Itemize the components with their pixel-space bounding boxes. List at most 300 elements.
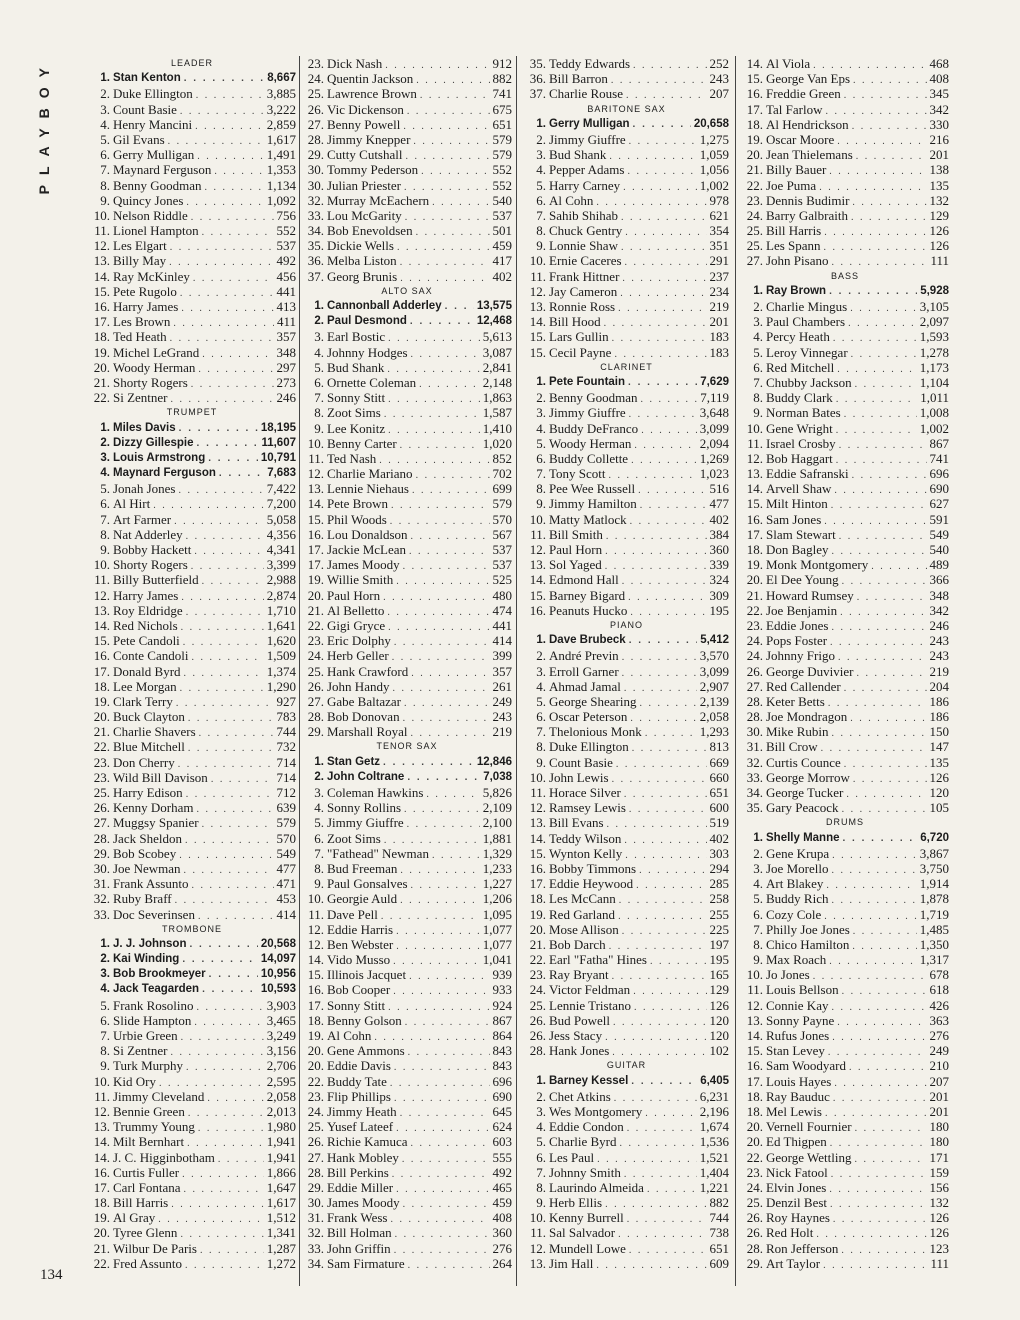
- entry-rank: 5.: [536, 693, 546, 709]
- poll-entry: [88, 102, 296, 117]
- entry-rank: 5.: [100, 131, 110, 147]
- entry-rank: 26.: [746, 1225, 763, 1241]
- entry-name: Ray Bauduc: [766, 1088, 830, 1104]
- entry-votes: 1,008: [919, 405, 949, 421]
- poll-entry: [741, 238, 949, 253]
- entry-name: Denzil Best: [766, 1195, 828, 1211]
- entry-votes: 712: [276, 785, 296, 800]
- entry-votes: 567: [492, 526, 512, 542]
- entry-name: Tony Scott: [549, 466, 606, 482]
- poll-entry: [88, 739, 296, 754]
- dot-leader: [400, 438, 480, 453]
- entry-votes: 197: [709, 936, 729, 952]
- entry-votes: 7,629: [700, 375, 729, 388]
- poll-entry: [302, 1043, 512, 1058]
- entry-rank: 25.: [746, 238, 763, 254]
- entry-rank: 22.: [529, 952, 546, 968]
- entry-votes: 690: [929, 481, 949, 497]
- entry-name: Buddy Collette: [549, 450, 629, 466]
- entry-name: Sonny Payne: [766, 1012, 835, 1028]
- entry-name: Count Basie: [113, 101, 177, 117]
- results-column-1: [88, 56, 296, 1271]
- entry-votes: 2,859: [266, 116, 296, 132]
- entry-rank: 10.: [307, 435, 324, 451]
- poll-entry: [524, 451, 729, 466]
- entry-votes: 330: [929, 116, 949, 132]
- entry-name: Joe Benjamin: [766, 602, 838, 618]
- entry-rank: 26.: [93, 800, 110, 816]
- entry-name: André Previn: [549, 648, 619, 664]
- entry-name: John Handy: [327, 678, 390, 694]
- dot-leader: [207, 1091, 263, 1106]
- entry-votes: 3,648: [699, 405, 729, 421]
- entry-votes: 13,575: [476, 300, 512, 312]
- entry-votes: 147: [929, 739, 949, 755]
- entry-name: Tommy Pederson: [327, 162, 419, 178]
- poll-entry: [88, 694, 296, 709]
- dot-leader: [638, 483, 706, 498]
- entry-rank: 15.: [746, 71, 763, 87]
- entry-name: Ted Nash: [327, 450, 377, 466]
- entry-name: John Coltrane: [327, 770, 405, 783]
- poll-entry: [741, 102, 949, 117]
- poll-entry: [524, 1241, 729, 1256]
- dot-leader: [650, 954, 707, 969]
- entry-votes: 621: [709, 207, 729, 223]
- entry-rank: 12.: [93, 1103, 110, 1119]
- entry-name: Ed Thigpen: [766, 1134, 827, 1150]
- entry-name: Dave Brubeck: [549, 634, 626, 647]
- dot-leader: [620, 286, 706, 301]
- entry-votes: 741: [929, 450, 949, 466]
- entry-votes: 459: [492, 238, 512, 254]
- entry-rank: 28.: [307, 709, 324, 725]
- entry-votes: 492: [276, 253, 296, 269]
- poll-entry: [88, 481, 296, 496]
- poll-entry: [741, 527, 949, 542]
- entry-rank: 7.: [753, 374, 763, 390]
- dot-leader: [194, 544, 263, 559]
- entry-rank: 9.: [314, 420, 324, 436]
- poll-entry: [302, 162, 512, 177]
- dot-leader: [632, 741, 707, 756]
- poll-entry: [302, 755, 512, 770]
- entry-rank: 5.: [100, 481, 110, 497]
- entry-rank: 34.: [746, 785, 763, 800]
- dot-leader: [209, 967, 258, 982]
- entry-votes: 537: [492, 557, 512, 573]
- entry-votes: 2,907: [699, 678, 729, 694]
- entry-name: Dizzy Gillespie: [113, 436, 194, 449]
- section-title: TENOR SAX: [376, 741, 438, 752]
- entry-name: Shorty Rogers: [113, 374, 188, 390]
- entry-name: Lars Gullin: [549, 329, 609, 345]
- entry-rank: 19.: [93, 693, 110, 709]
- entry-name: George Shearing: [549, 693, 637, 709]
- entry-rank: 33.: [746, 769, 763, 785]
- poll-entry: [741, 739, 949, 754]
- entry-name: Al Belletto: [327, 602, 385, 618]
- dot-leader: [623, 180, 697, 195]
- poll-entry: [741, 329, 949, 344]
- entry-rank: 5.: [536, 1134, 546, 1150]
- entry-rank: 29.: [307, 724, 324, 740]
- entry-rank: 4.: [100, 116, 110, 132]
- entry-name: Vernell Fournier: [766, 1119, 852, 1135]
- entry-votes: 1,341: [266, 1225, 296, 1241]
- poll-entry: [741, 496, 949, 511]
- entry-name: John Pisano: [766, 253, 829, 269]
- poll-entry: [302, 466, 512, 481]
- poll-entry: [88, 1119, 296, 1134]
- entry-rank: 8.: [753, 390, 763, 406]
- dot-leader: [171, 1197, 264, 1212]
- dot-leader: [186, 605, 264, 620]
- poll-entry: [741, 162, 949, 177]
- entry-rank: 8.: [314, 860, 324, 876]
- entry-name: Bud Powell: [549, 1012, 611, 1028]
- entry-votes: 549: [276, 845, 296, 861]
- entry-name: Al Cohn: [549, 192, 594, 208]
- poll-entry: [302, 329, 512, 344]
- dot-leader: [618, 909, 706, 924]
- entry-rank: 23.: [93, 769, 110, 785]
- dot-leader: [840, 605, 926, 620]
- section-title: GUITAR: [606, 1060, 647, 1071]
- poll-entry: [524, 466, 729, 481]
- entry-name: Ray Bryant: [549, 967, 609, 983]
- entry-rank: 27.: [307, 1149, 324, 1165]
- entry-rank: 13.: [93, 1119, 110, 1135]
- section-title: BASS: [830, 270, 859, 281]
- column-divider: [735, 56, 736, 1286]
- entry-rank: 19.: [746, 557, 763, 573]
- poll-entry: [524, 907, 729, 922]
- poll-entry: [524, 1028, 729, 1043]
- dot-leader: [624, 787, 707, 802]
- entry-name: Ornette Coleman: [327, 374, 417, 390]
- entry-votes: 1,878: [919, 891, 949, 907]
- entry-votes: 357: [276, 329, 296, 345]
- entry-name: Ron Jefferson: [766, 1240, 839, 1256]
- dot-leader: [186, 787, 274, 802]
- entry-name: Hank Mobley: [327, 1149, 399, 1165]
- entry-rank: 8.: [536, 739, 546, 755]
- dot-leader: [831, 498, 927, 513]
- entry-votes: 276: [492, 1240, 512, 1256]
- entry-name: Gil Evans: [113, 131, 165, 147]
- entry-name: Teddy Wilson: [549, 830, 622, 846]
- entry-votes: 2,013: [266, 1103, 296, 1119]
- entry-name: Stan Kenton: [113, 72, 181, 85]
- entry-name: Billy Bauer: [766, 162, 827, 178]
- entry-rank: 28.: [746, 709, 763, 725]
- entry-votes: 540: [492, 192, 512, 208]
- entry-votes: 459: [492, 1195, 512, 1211]
- entry-votes: 1,536: [699, 1134, 729, 1150]
- entry-votes: 18,195: [260, 421, 296, 434]
- poll-entry: [302, 633, 512, 648]
- poll-entry: [302, 193, 512, 208]
- entry-rank: 3.: [753, 860, 763, 876]
- entry-name: Jimmy Giuffre: [327, 815, 404, 831]
- dot-leader: [629, 802, 707, 817]
- entry-name: Lou McGarity: [327, 207, 402, 223]
- entry-votes: 591: [929, 511, 949, 527]
- entry-votes: 1,374: [266, 663, 296, 679]
- entry-votes: 411: [276, 314, 296, 330]
- entry-name: Miles Davis: [113, 421, 176, 434]
- entry-rank: 14.: [307, 952, 324, 968]
- poll-entry: [88, 1150, 296, 1165]
- poll-entry: [741, 299, 949, 314]
- entry-rank: 20.: [746, 572, 763, 588]
- entry-name: Don Cherry: [113, 754, 175, 770]
- entry-rank: 9.: [100, 1058, 110, 1074]
- entry-rank: 14.: [529, 314, 546, 330]
- entry-votes: 702: [492, 466, 512, 482]
- entry-votes: 783: [276, 709, 296, 725]
- entry-rank: 16.: [529, 602, 546, 618]
- poll-entry: [524, 86, 729, 101]
- dot-leader: [624, 833, 706, 848]
- entry-votes: 225: [709, 921, 729, 937]
- dot-leader: [211, 772, 274, 787]
- entry-rank: 6.: [536, 709, 546, 725]
- dot-leader: [184, 71, 264, 86]
- poll-entry: [302, 86, 512, 101]
- entry-name: Bob Brookmeyer: [113, 968, 206, 981]
- entry-name: Chico Hamilton: [766, 936, 850, 952]
- poll-entry: [741, 618, 949, 633]
- entry-name: Si Zentner: [113, 1043, 168, 1059]
- poll-entry: [741, 907, 949, 922]
- entry-votes: 867: [929, 435, 949, 451]
- entry-name: Gigi Gryce: [327, 617, 386, 633]
- dot-leader: [611, 73, 707, 88]
- dot-leader: [853, 73, 926, 88]
- entry-rank: 3.: [536, 147, 546, 163]
- dot-leader: [412, 483, 490, 498]
- poll-entry: [88, 1180, 296, 1195]
- entry-name: Art Taylor: [766, 1255, 821, 1271]
- entry-rank: 2.: [314, 315, 324, 328]
- dot-leader: [829, 164, 926, 179]
- entry-rank: 6.: [753, 906, 763, 922]
- entry-name: Eddie Miller: [327, 1179, 394, 1195]
- entry-rank: 15.: [529, 344, 546, 360]
- entry-votes: 11,607: [261, 436, 296, 449]
- dot-leader: [607, 817, 707, 832]
- entry-name: Murray McEachern: [327, 192, 430, 208]
- poll-entry: [524, 269, 729, 284]
- entry-name: Eric Dolphy: [327, 633, 391, 649]
- entry-votes: 1,941: [266, 1134, 296, 1150]
- entry-name: Ramsey Lewis: [549, 800, 626, 816]
- entry-votes: 540: [929, 542, 949, 557]
- poll-entry: [88, 223, 296, 238]
- entry-rank: 19.: [307, 572, 324, 588]
- entry-votes: 246: [276, 390, 296, 406]
- poll-entry: [88, 132, 296, 147]
- poll-entry: [88, 1134, 296, 1149]
- entry-votes: 852: [492, 450, 512, 466]
- entry-name: Shorty Rogers: [113, 557, 188, 573]
- entry-name: Wilbur De Paris: [113, 1240, 197, 1256]
- entry-name: Duke Ellington: [113, 86, 193, 102]
- dot-leader: [202, 817, 274, 832]
- entry-votes: 1,233: [482, 860, 512, 876]
- entry-rank: 11.: [94, 572, 110, 588]
- entry-rank: 12.: [307, 466, 324, 482]
- dot-leader: [174, 514, 264, 529]
- dot-leader: [629, 633, 698, 648]
- poll-entry: [741, 1150, 949, 1165]
- dot-leader: [829, 284, 917, 299]
- entry-name: Willie Smith: [327, 572, 394, 588]
- dot-leader: [629, 134, 697, 149]
- dot-leader: [191, 878, 273, 893]
- entry-name: Michel LeGrand: [113, 344, 200, 360]
- entry-name: Ray McKinley: [113, 268, 190, 284]
- entry-name: Eddie Condon: [549, 1119, 624, 1135]
- poll-entry: [302, 542, 512, 557]
- dot-leader: [198, 1121, 264, 1136]
- dot-leader: [823, 1258, 927, 1273]
- entry-rank: 20.: [746, 1134, 763, 1150]
- entry-votes: 204: [929, 678, 949, 694]
- entry-votes: 1,593: [919, 329, 949, 345]
- entry-rank: 22.: [746, 1149, 763, 1165]
- entry-rank: 9.: [314, 876, 324, 892]
- dot-leader: [839, 438, 927, 453]
- entry-votes: 1,521: [699, 1149, 729, 1165]
- poll-entry: [302, 1104, 512, 1119]
- poll-entry: [88, 496, 296, 511]
- poll-entry: [302, 132, 512, 147]
- poll-entry: [88, 284, 296, 299]
- entry-votes: 480: [492, 587, 512, 603]
- entry-name: Roy Haynes: [766, 1210, 830, 1226]
- poll-entry: [741, 147, 949, 162]
- entry-votes: 126: [929, 1210, 949, 1226]
- poll-entry: [741, 451, 949, 466]
- poll-entry: [88, 451, 296, 466]
- entry-name: John Griffin: [327, 1240, 391, 1256]
- entry-rank: 4.: [536, 1119, 546, 1135]
- entry-votes: 276: [929, 1028, 949, 1043]
- poll-entry: [524, 345, 729, 360]
- entry-name: Ted Heath: [113, 329, 167, 345]
- dot-leader: [411, 529, 490, 544]
- entry-votes: 132: [929, 1195, 949, 1211]
- entry-rank: 14.: [93, 1149, 110, 1165]
- entry-rank: 35.: [746, 800, 763, 816]
- entry-votes: 1,710: [266, 602, 296, 618]
- entry-rank: 19.: [746, 131, 763, 147]
- entry-rank: 22.: [746, 602, 763, 618]
- entry-name: Harry Carney: [549, 177, 621, 193]
- poll-entry: [302, 56, 512, 71]
- entry-votes: 309: [709, 587, 729, 603]
- entry-votes: 1,041: [482, 952, 512, 968]
- entry-name: Cozy Cole: [766, 906, 822, 922]
- entry-rank: 28.: [93, 830, 110, 846]
- entry-votes: 10,791: [260, 451, 296, 464]
- entry-name: Johnny Frigo: [766, 648, 835, 664]
- poll-entry: [88, 360, 296, 375]
- entry-name: Israel Crosby: [766, 435, 836, 451]
- dot-leader: [183, 635, 264, 650]
- entry-rank: 21.: [746, 162, 763, 178]
- entry-name: Les Elgart: [113, 238, 167, 254]
- entry-rank: 6.: [536, 1149, 546, 1165]
- entry-name: Bill Harris: [113, 1195, 169, 1211]
- entry-votes: 639: [276, 800, 296, 816]
- poll-entry: [302, 648, 512, 663]
- entry-name: Barney Bigard: [549, 587, 626, 603]
- entry-rank: 27.: [307, 693, 324, 709]
- dot-leader: [640, 392, 697, 407]
- entry-name: Chet Atkins: [549, 1088, 611, 1104]
- entry-rank: 33.: [93, 906, 110, 922]
- entry-rank: 6.: [314, 830, 324, 846]
- poll-entry: [524, 147, 729, 162]
- entry-votes: 1,914: [919, 876, 949, 892]
- dot-leader: [851, 347, 917, 362]
- entry-rank: 1.: [100, 937, 110, 950]
- entry-votes: 135: [929, 754, 949, 770]
- entry-votes: 219: [929, 663, 949, 679]
- entry-rank: 33.: [307, 207, 324, 223]
- entry-rank: 6.: [100, 147, 110, 163]
- entry-votes: 156: [929, 1179, 949, 1195]
- entry-votes: 492: [492, 1164, 512, 1180]
- entry-name: Clark Terry: [113, 693, 173, 709]
- entry-rank: 8.: [100, 177, 110, 193]
- entry-rank: 7.: [100, 162, 110, 178]
- poll-entry: [524, 208, 729, 223]
- entry-name: Lennie Tristano: [549, 997, 631, 1013]
- results-column-3: [524, 56, 729, 1271]
- dot-leader: [631, 453, 697, 468]
- dot-leader: [605, 1030, 706, 1045]
- poll-entry: [88, 679, 296, 694]
- entry-name: Cutty Cutshall: [327, 147, 403, 163]
- entry-votes: 402: [709, 511, 729, 527]
- entry-votes: 675: [492, 101, 512, 117]
- entry-rank: 14.: [307, 496, 324, 512]
- dot-leader: [628, 375, 697, 390]
- entry-rank: 25.: [529, 997, 546, 1013]
- entry-name: Harry James: [113, 587, 179, 603]
- entry-rank: 11.: [308, 906, 324, 922]
- poll-entry: [302, 436, 512, 451]
- entry-votes: 738: [709, 1225, 729, 1241]
- entry-name: Al Gray: [113, 1210, 156, 1226]
- poll-entry: [302, 1256, 512, 1271]
- entry-votes: 120: [709, 1028, 729, 1043]
- dot-leader: [396, 924, 480, 939]
- entry-name: Slide Hampton: [113, 1012, 192, 1028]
- entry-rank: 12.: [529, 283, 546, 299]
- dot-leader: [181, 1030, 264, 1045]
- section-title: TRUMPET: [166, 407, 218, 418]
- dot-leader: [613, 1015, 706, 1030]
- entry-name: Woody Herman: [113, 359, 196, 375]
- poll-entry: [741, 755, 949, 770]
- dot-leader: [180, 681, 264, 696]
